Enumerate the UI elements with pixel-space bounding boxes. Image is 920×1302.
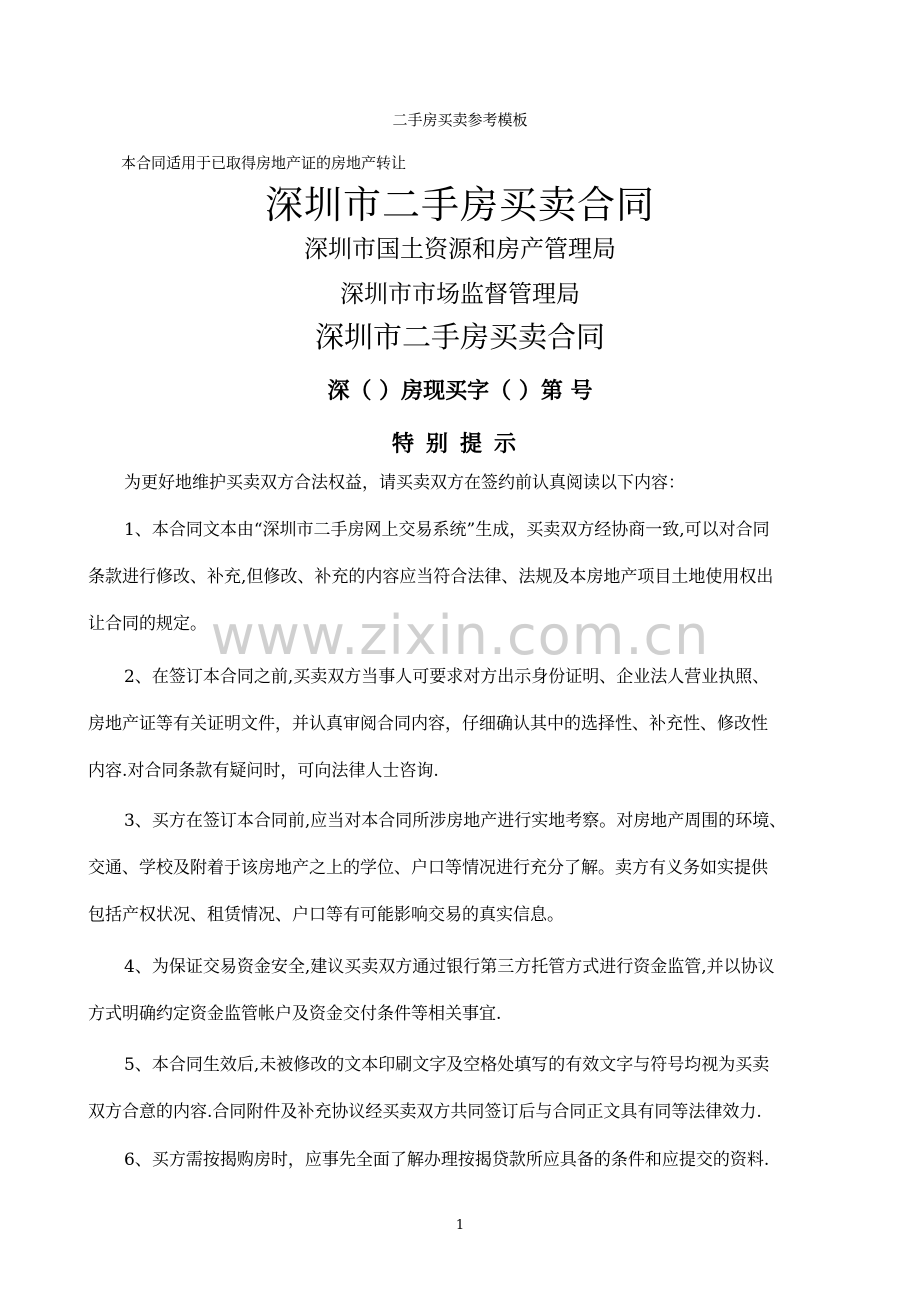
notice-item-4-line-2: 方式明确约定资金监管帐户及资金交付条件等相关事宜. <box>88 1004 502 1024</box>
notice-item-5-line-2: 双方合意的内容.合同附件及补充协议经买卖双方共同签订后与合同正文具有同等法律效力. <box>88 1102 762 1122</box>
notice-item-5 <box>88 1042 833 1136</box>
notice-item-3-line-1: 3、买方在签订本合同前,应当对本合同所涉房地产进行实地考察。对房地产周围的环境、 <box>124 811 787 831</box>
notice-item-1-line-3: 让合同的规定。 <box>88 614 207 634</box>
issuer-land-resources-bureau: 深圳市国土资源和房产管理局 <box>304 235 616 263</box>
notice-item-4-line-1: 4、为保证交易资金安全,建议买卖双方通过银行第三方托管方式进行资金监管,并以协议 <box>124 957 775 977</box>
notice-intro: 为更好地维护买卖双方合法权益，请买卖双方在签约前认真阅读以下内容： <box>124 473 685 493</box>
watermark: www.zixin.com.cn <box>210 604 710 667</box>
contract-sub-title: 深圳市二手房买卖合同 <box>314 320 605 354</box>
main-title: 深圳市二手房买卖合同 <box>264 183 655 227</box>
page-number: 1 <box>455 1218 465 1233</box>
notice-item-5-line-1: 5、本合同生效后,未被修改的文本印刷文字及空格处填写的有效文字与符号均视为买卖 <box>124 1055 770 1075</box>
notice-item-3 <box>88 798 833 939</box>
notice-item-3-line-2: 交通、学校及附着于该房地产之上的学位、户口等情况进行充分了解。卖方有义务如实提供 <box>88 858 768 878</box>
notice-item-2-line-1: 2、在签订本合同之前,买卖双方当事人可要求对方出示身份证明、企业法人营业执照、 <box>124 667 770 687</box>
special-notice-heading: 特别提示 <box>391 432 528 457</box>
notice-item-6-line-1: 6、买方需按揭购房时，应事先全面了解办理按揭贷款所应具备的条件和应提交的资料. <box>124 1150 770 1170</box>
contract-number-line: 深（ ）房现买字（ ）第 号 <box>327 379 593 404</box>
notice-item-2 <box>88 654 833 795</box>
scope-note: 本合同适用于已取得房地产证的房地产转让 <box>121 154 407 172</box>
document-top-label: 二手房买卖参考模板 <box>392 111 528 129</box>
notice-item-4 <box>88 944 833 1038</box>
notice-item-1 <box>88 507 833 648</box>
notice-item-1-line-1: 1、本合同文本由“深圳市二手房网上交易系统”生成，买卖双方经协商一致,可以对合同 <box>124 520 770 540</box>
notice-item-1-line-2: 条款进行修改、补充,但修改、补充的内容应当符合法律、法规及本房地产项目土地使用权出 <box>88 567 774 587</box>
issuer-market-supervision-bureau: 深圳市市场监督管理局 <box>340 280 580 308</box>
notice-item-3-line-3: 包括产权状况、租赁情况、户口等有可能影响交易的真实信息。 <box>88 905 564 925</box>
notice-item-6 <box>88 1137 833 1184</box>
notice-item-2-line-3: 内容.对合同条款有疑问时，可向法律人士咨询. <box>88 761 439 781</box>
notice-item-2-line-2: 房地产证等有关证明文件，并认真审阅合同内容，仔细确认其中的选择性、补充性、修改性 <box>88 714 768 734</box>
